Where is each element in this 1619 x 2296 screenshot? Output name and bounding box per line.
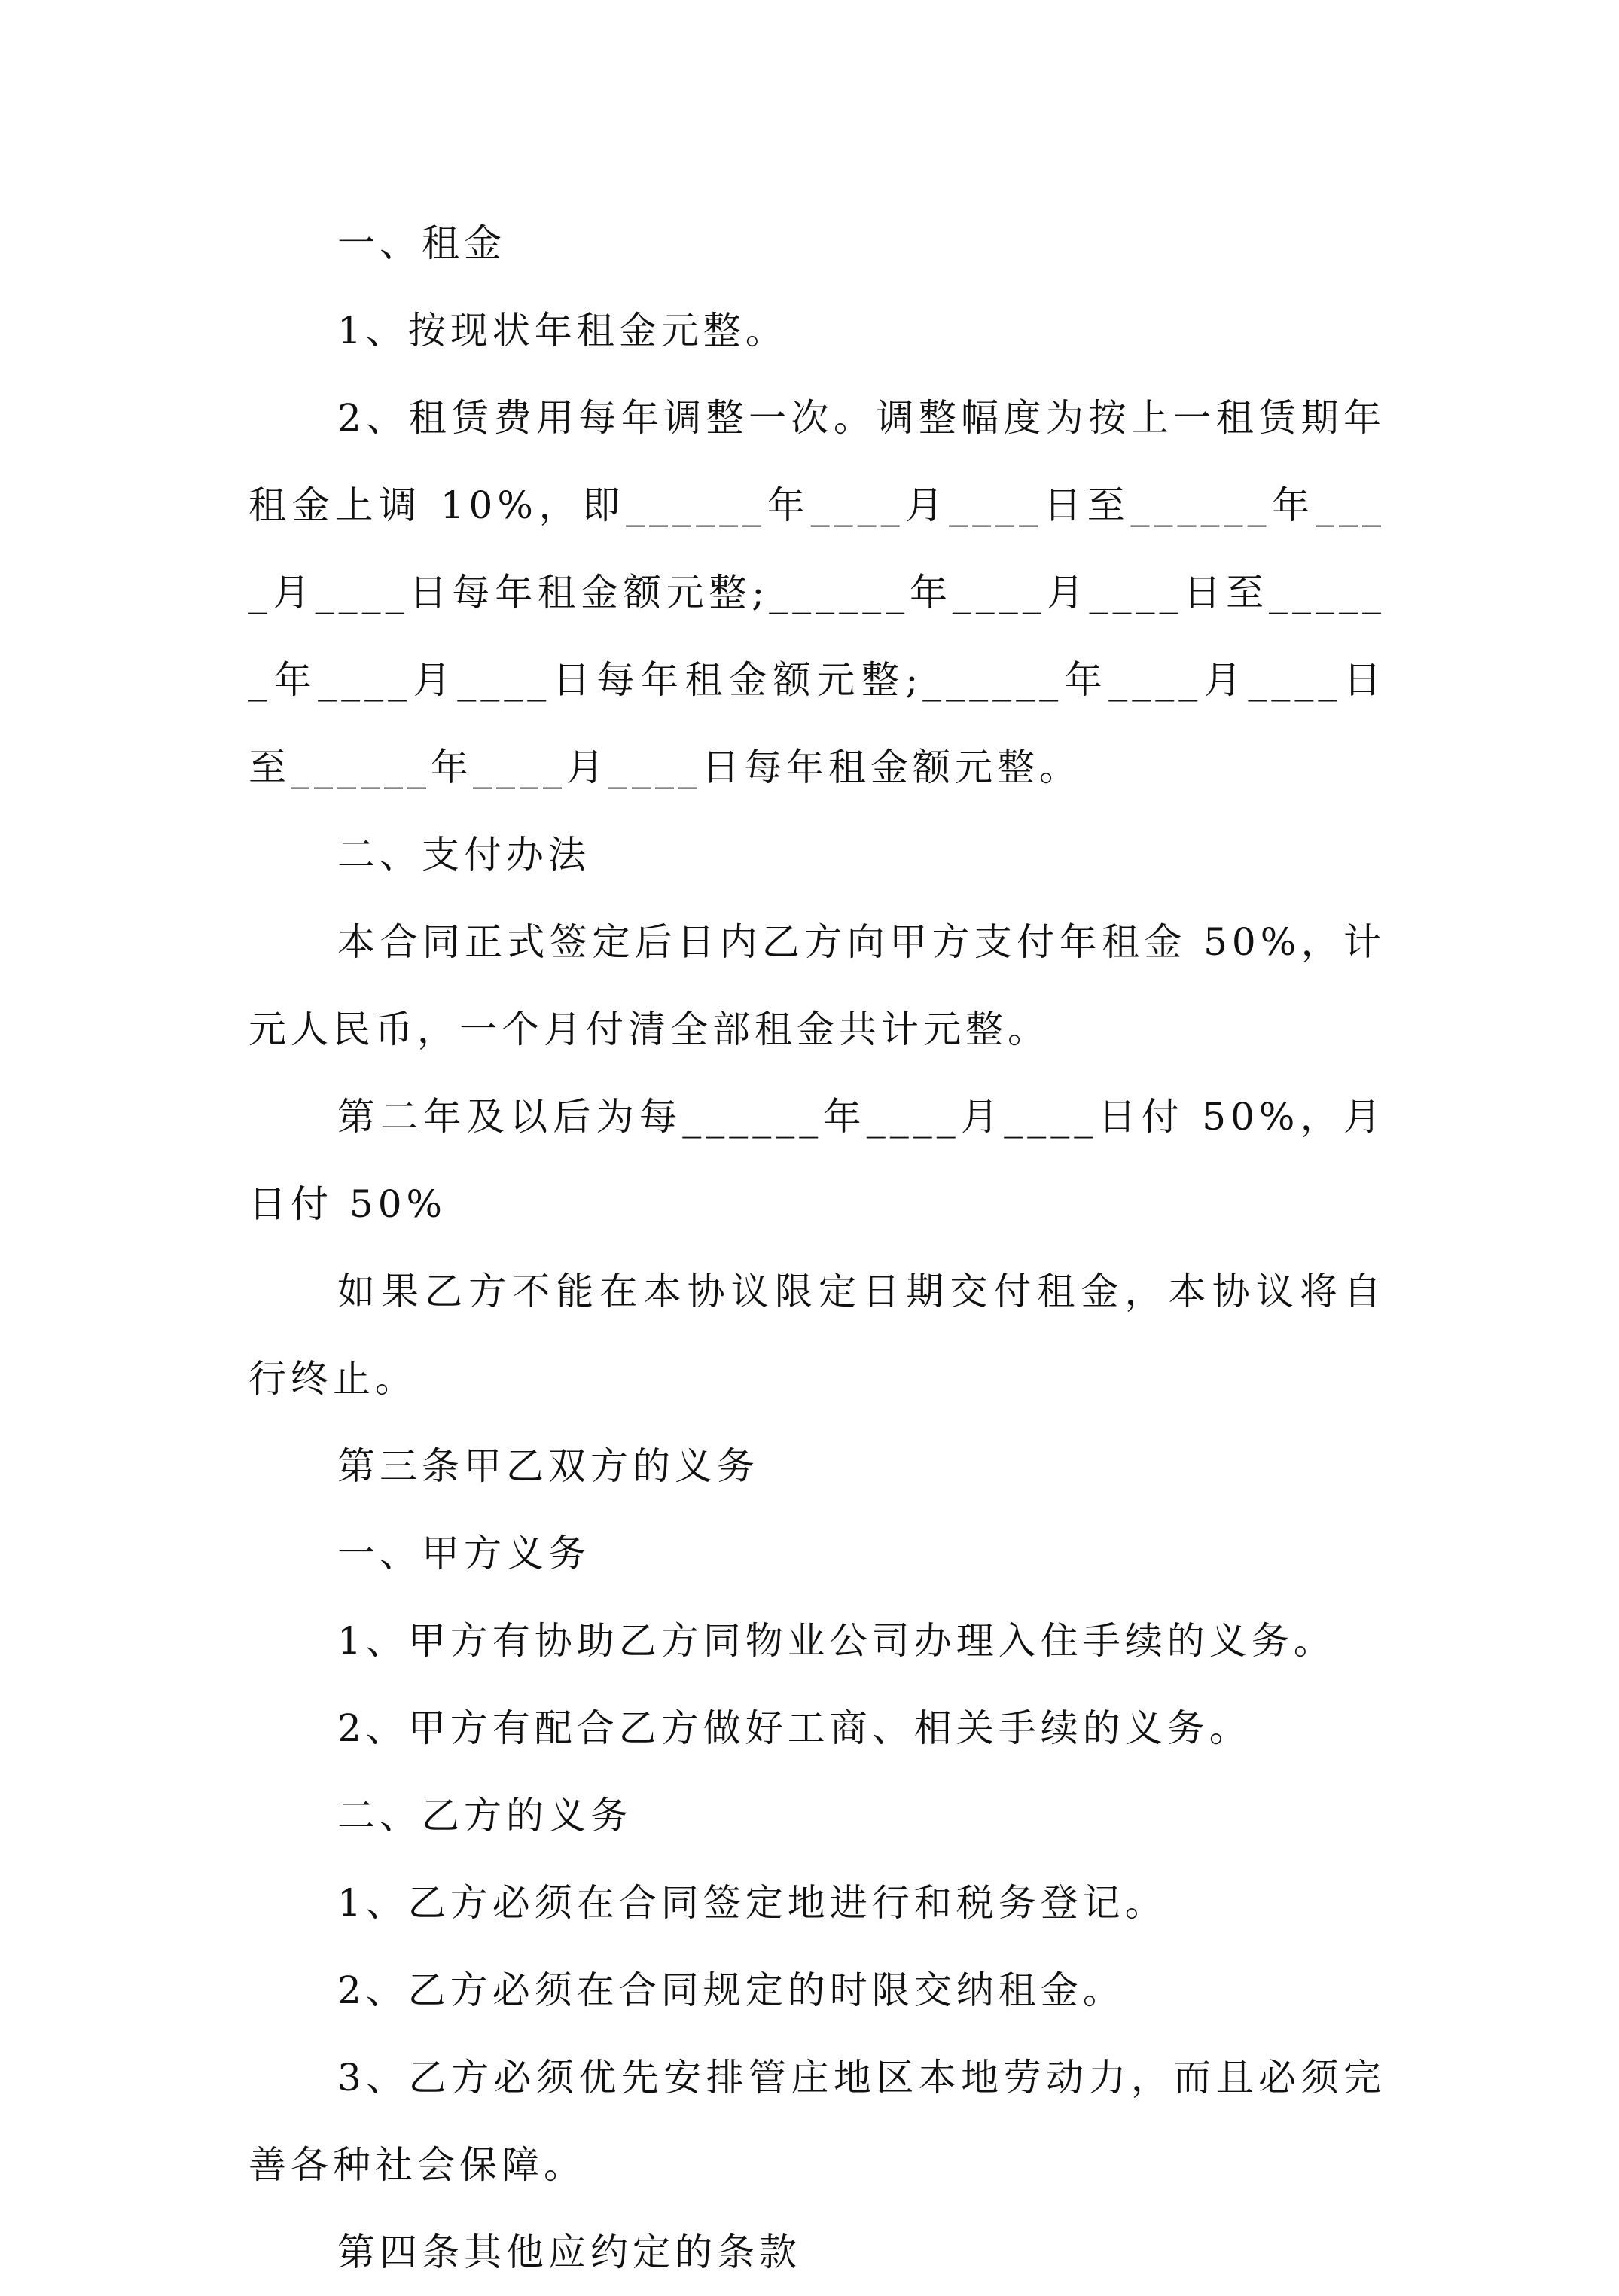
- payment-clause-1: 本合同正式签定后日内乙方向甲方支付年租金 50%，计元人民币，一个月付清全部租金共计元整。: [248, 920, 1386, 1051]
- document-body: [248, 200, 1386, 2296]
- article-3-heading: 第三条甲乙双方的义务: [337, 1444, 759, 1488]
- rent-clause-2: 2、租赁费用每年调整一次。调整幅度为按上一租赁期年租金上调 10%，即______年____月____日至______年____月____日每年租金额元整;______年____月____日至______年____月____日每年租金额元整;______年____月____日至______年____月____日每年租金额元整。: [248, 396, 1386, 789]
- article-4-heading: 第四条其他应约定的条款: [337, 2230, 801, 2274]
- party-a-obligations-heading: 一、甲方义务: [337, 1532, 590, 1575]
- rent-clause-1: 1、按现状年租金元整。: [337, 309, 788, 352]
- payment-clause-2: 第二年及以后为每______年____月____日付 50%，月日付 50%: [248, 1095, 1386, 1226]
- party-a-obligation-1: 1、甲方有协助乙方同物业公司办理入住手续的义务。: [337, 1619, 1336, 1663]
- section-heading-payment: 二、支付办法: [337, 833, 590, 877]
- party-a-obligation-2: 2、甲方有配合乙方做好工商、相关手续的义务。: [337, 1706, 1252, 1750]
- party-b-obligation-2: 2、乙方必须在合同规定的时限交纳租金。: [337, 1968, 1125, 2012]
- payment-clause-3: 如果乙方不能在本协议限定日期交付租金，本协议将自行终止。: [248, 1270, 1386, 1401]
- section-heading-rent: 一、租金: [337, 221, 506, 265]
- party-b-obligations-heading: 二、乙方的义务: [337, 1794, 633, 1837]
- party-b-obligation-3: 3、乙方必须优先安排管庄地区本地劳动力，而且必须完善各种社会保障。: [248, 2056, 1386, 2187]
- party-b-obligation-1: 1、乙方必须在合同签定地进行和税务登记。: [337, 1881, 1167, 1925]
